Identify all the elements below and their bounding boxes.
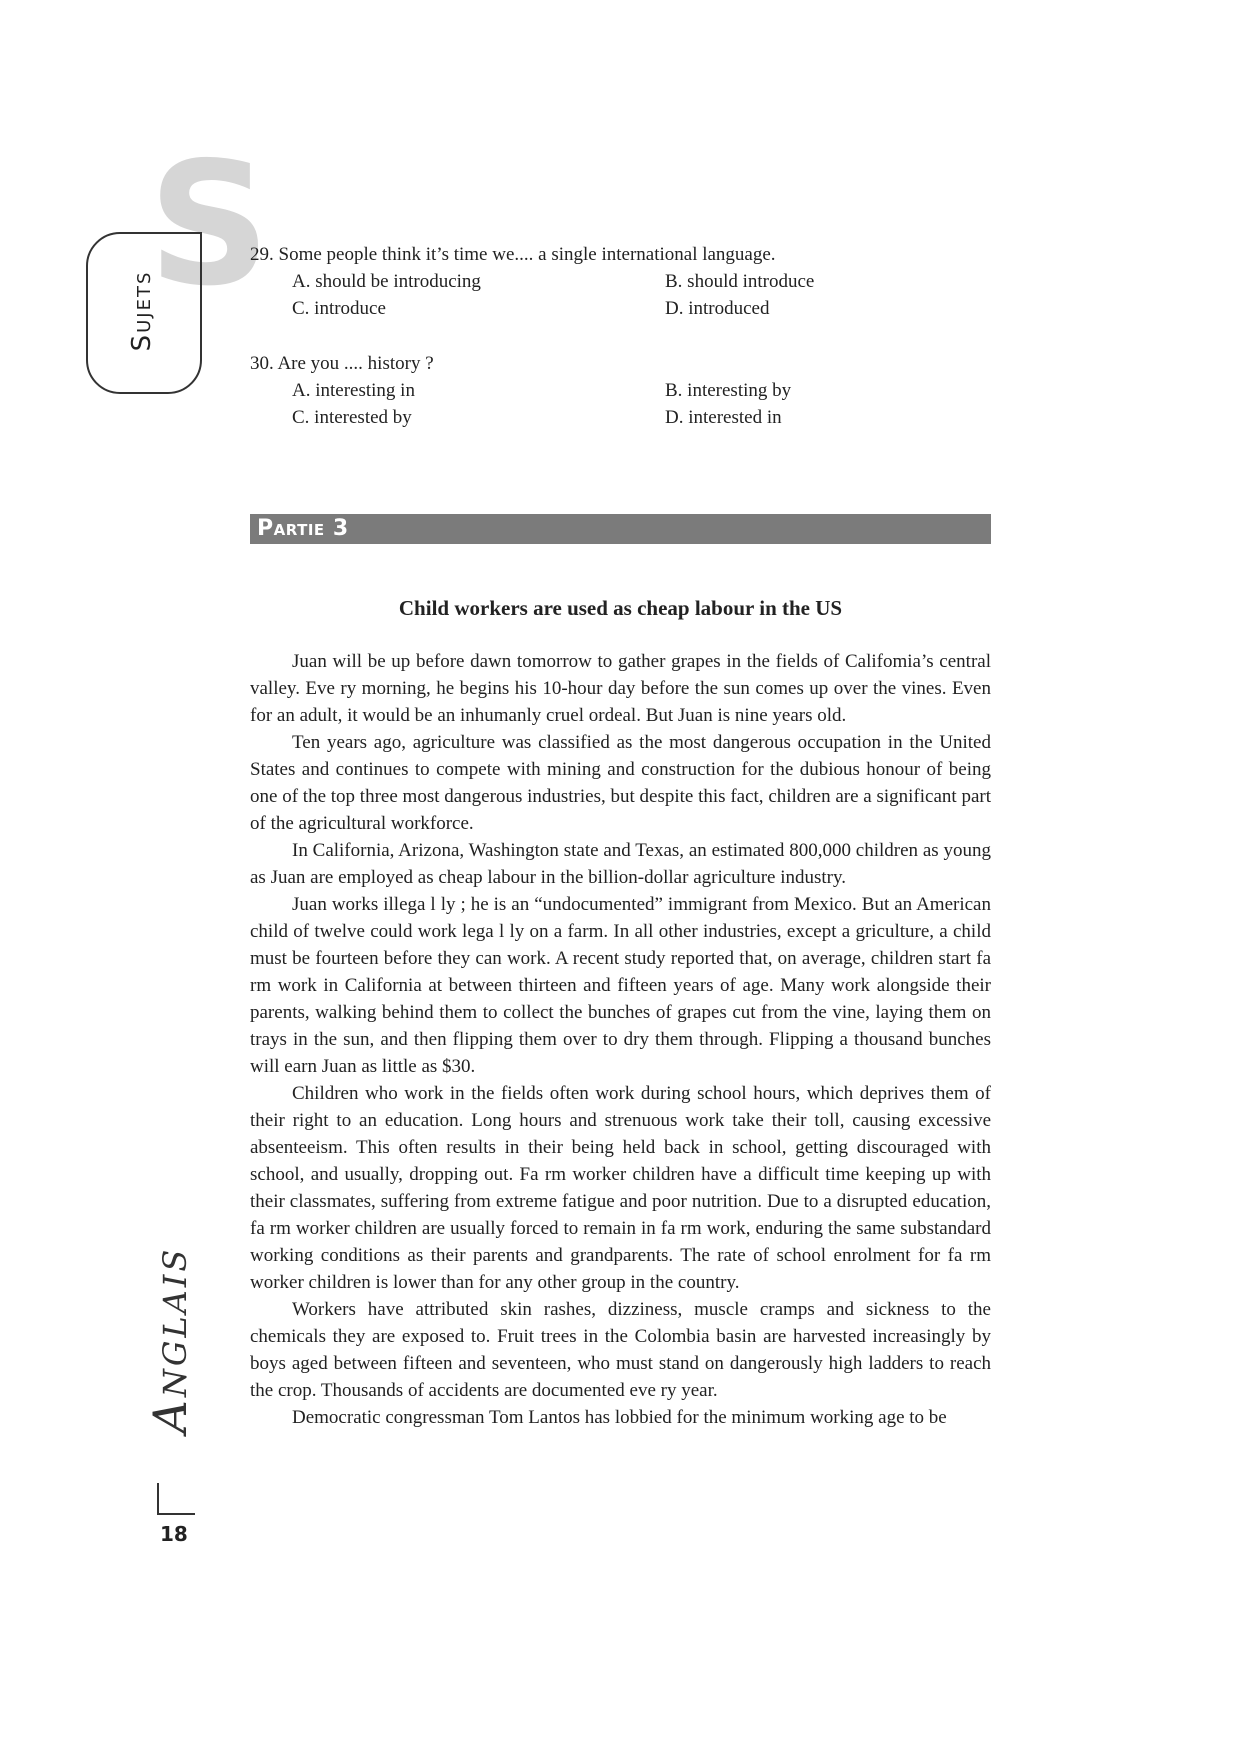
question-options — [250, 268, 1000, 322]
paragraph: In California, Arizona, Washington state and Texas, an estimated 800,000 children as young as Juan are employed as cheap labour in the billion-dollar agriculture industry. — [250, 840, 991, 888]
paragraph: Children who work in the fields often work during school hours, which deprives them of their right to an education. Long hours and strenuous work take their toll, causing excessive absenteeism. This often results in their being held back in school, getting discouraged with school, and usually, dropping out. Fa rm worker children have a difficult time keeping up with their classmates, suffering from extreme fatigue and poor nutrition. Due to a disrupted education, fa rm worker children are usually forced to remain in fa rm work, enduring the same substandard working conditions as their parents and grandparents. The rate of school enrolment for fa rm worker children is lower than for any other group in the country. — [250, 1083, 991, 1293]
paragraph: Workers have attributed skin rashes, dizziness, muscle cramps and sickness to the chemicals they are exposed to. Fruit trees in the Colombia basin are harvested increasingly by boys aged between fifteen and seventeen, who must stand on dangerously high ladders to reach the crop. Thousands of accidents are documented eve ry year. — [250, 1299, 991, 1401]
paragraph: Democratic congressman Tom Lantos has lobbied for the minimum working age to be — [292, 1407, 947, 1428]
option-c: C. introduce — [292, 298, 386, 319]
section-letter-decoration: S — [148, 126, 271, 324]
article-title: Child workers are used as cheap labour in the US — [398, 596, 843, 620]
question-options — [250, 377, 1000, 431]
option-b: B. should introduce — [665, 271, 815, 292]
section-header-label: Partie 3 — [257, 516, 349, 541]
paragraph: Juan works illega l ly ; he is an “undocumented” immigrant from Mexico. But an American child of twelve could work lega l ly on a farm. In all other industries, except a griculture, a child must be fourteen before they can work. A recent study reported that, on average, children start fa rm work in California at between thirteen and fifteen years of age. Many work alongside their parents, walking behind them to collect the bunches of grapes cut from the vine, laying them on trays in the sun, and then flipping them over to dry them through. Flipping a thousand bunches will earn Juan as little as $30. — [250, 894, 991, 1077]
section-tab-label: Sujets — [127, 270, 157, 352]
option-d: D. introduced — [665, 298, 770, 319]
question-29 — [250, 241, 1000, 322]
question-stem: 30. Are you .... history ? — [250, 353, 434, 374]
paragraph: Ten years ago, agriculture was classified as the most dangerous occupation in the United States and continues to compete with mining and construction for the dubious honour of being one of the top three most dangerous industries, but despite this fact, children are a significant part of the agricultural workforce. — [250, 732, 991, 834]
page-number: 18 — [160, 1522, 188, 1546]
option-d: D. interested in — [665, 407, 782, 428]
option-b: B. interesting by — [665, 380, 792, 401]
option-c: C. interested by — [292, 407, 412, 428]
article-body — [250, 648, 991, 1431]
section-header-bar — [250, 514, 991, 544]
option-a: A. should be introducing — [292, 271, 481, 292]
paragraph: Juan will be up before dawn tomorrow to gather grapes in the fields of Califomia’s central valley. Eve ry morning, he begins his 10-hour day before the sun comes up over the vines. Even for an adult, it would be an inhumanly cruel ordeal. But Juan is nine years old. — [250, 651, 991, 726]
page-corner-mark — [157, 1483, 195, 1515]
subject-label: Anglais — [143, 1246, 197, 1434]
question-stem: 29. Some people think it’s time we.... a single international language. — [250, 244, 776, 265]
option-a: A. interesting in — [292, 380, 415, 401]
question-30 — [250, 350, 1000, 431]
